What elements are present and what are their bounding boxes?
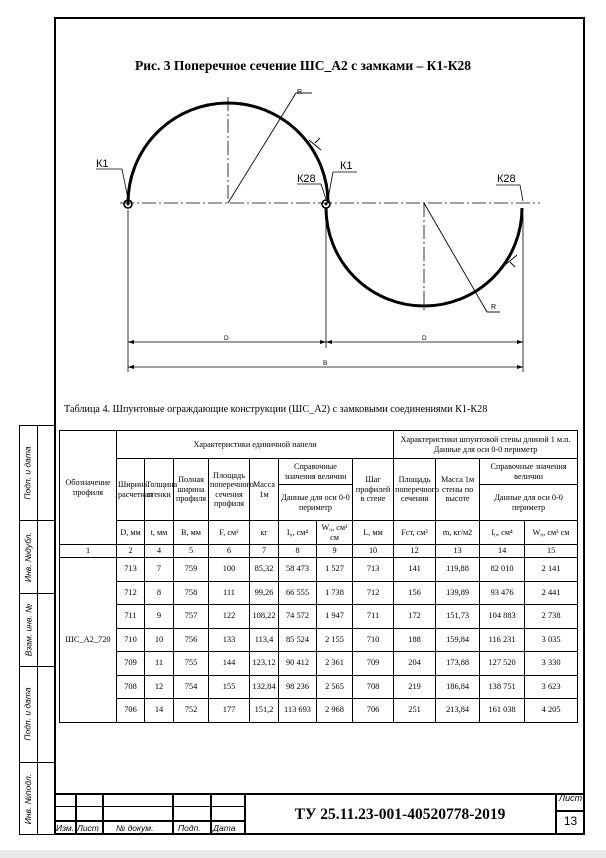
col-doc-num: № докум. [116,823,154,833]
col-number: 12 [394,545,436,558]
cell: 151,73 [436,605,480,629]
cell: 710 [353,628,394,652]
unit-cell: D, мм [117,521,145,545]
cell: 2 361 [317,652,353,676]
cell: 708 [117,675,145,699]
spec-table [59,430,578,723]
cell: 3 330 [525,652,578,676]
cell: 173,88 [436,652,480,676]
cell: 2 155 [317,628,353,652]
cell: 213,84 [436,699,480,723]
cell: 7 [145,558,174,582]
cell: 754 [174,675,209,699]
cell: 2 141 [525,558,578,582]
cell: 1 738 [317,581,353,605]
cell: 98 236 [279,675,317,699]
cell: 11 [145,652,174,676]
stamp-dup-inv: Инв. №дубл. [23,531,34,582]
col-number: 15 [525,545,578,558]
header-full-width: Полная ширина профиля [174,459,209,521]
cell: 186,84 [436,675,480,699]
cell: 2 738 [525,605,578,629]
cell: 82 010 [480,558,525,582]
dim-b-label: B [323,360,328,367]
cell: 14 [145,699,174,723]
unit-cell: F, см² [209,521,250,545]
title-block-sheet-line [555,810,585,812]
header-mass-1m: Масса 1м [250,459,279,521]
col-number: 5 [174,545,209,558]
cell: 139,89 [436,581,480,605]
title-block-top-border [54,793,585,795]
cell: 66 555 [279,581,317,605]
cell: 85,32 [250,558,279,582]
unit-cell: Fст, см² [394,521,436,545]
col-date: Дата [213,823,236,833]
unit-cell: B, мм [174,521,209,545]
header-axis-data: Данные для оси 0-0 периметр [279,485,353,521]
cell: 138 751 [480,675,525,699]
cell: 93 476 [480,581,525,605]
lock-joint-mid-core [325,203,328,206]
dim-d-left-label: D [224,335,229,342]
cell: 756 [174,628,209,652]
cell: 113,4 [250,628,279,652]
header-wall-reference: Справочные значения величин [480,459,578,485]
title-block-col-line [172,793,174,835]
cell: 713 [117,558,145,582]
header-wall-axis-data: Данные для оси 0-0 периметр [480,485,578,521]
cell: 74 572 [279,605,317,629]
unit-cell: кг [250,521,279,545]
col-number: 13 [436,545,480,558]
table-row [60,558,578,582]
header-width-calc: Ширина расчетная [117,459,145,521]
column-number-row [60,545,578,558]
k1-left-label: К1 [96,158,109,170]
cell: 156 [394,581,436,605]
unit-cell: W₀, см³ см [317,521,353,545]
cell: 711 [353,605,394,629]
lock-k1-left-core [127,203,130,206]
cell: 711 [117,605,145,629]
header-thickness: Толщина стенки [145,459,174,521]
col-number: 9 [317,545,353,558]
k1-mid-label: К1 [340,160,353,172]
cell: 8 [145,581,174,605]
thickness-tick-top [315,138,320,143]
radius-label-top: R [297,89,303,96]
cell: 10 [145,628,174,652]
cell: 757 [174,605,209,629]
header-group-wall: Характеристики шпунтовой стены длиной 1 м.п. Данные для оси 0-0 периметр [394,431,578,459]
cell: 113 693 [279,699,317,723]
cross-section-drawing [56,70,556,380]
cell: 12 [145,675,174,699]
col-list: Лист [77,823,99,833]
profile-name-cell: ШС_А2_720 [60,558,117,723]
cell: 188 [394,628,436,652]
cell: 3 623 [525,675,578,699]
col-number: 2 [117,545,145,558]
cell: 104 883 [480,605,525,629]
col-number: 14 [480,545,525,558]
cell: 759 [174,558,209,582]
k28-right-label: К28 [497,173,516,185]
cell: 161 038 [480,699,525,723]
stamp-sign-date-2: Подп. и дата [23,687,33,741]
cell: 151,2 [250,699,279,723]
figure-title: Рис. 3 Поперечное сечение ШС_А2 с замками – К1-К28 [135,58,471,73]
table-title: Таблица 4. Шпунтовые ограждающие конструкции (ШС_А2) с замковыми соединениями К1-К28 [64,404,488,415]
table-row [60,652,578,676]
cell: 2 441 [525,581,578,605]
cell: 108,22 [250,605,279,629]
stamp-sign-date-1: Подп. и дата [23,445,33,500]
cell: 1 947 [317,605,353,629]
cell: 709 [353,652,394,676]
cell: 706 [117,699,145,723]
thickness-tick-bottom [510,262,515,267]
unit-cell: L, мм [353,521,394,545]
header-area: Площадь поперечного сечения профиля [209,459,250,521]
cell: 159,84 [436,628,480,652]
col-izm: Изм. [56,823,75,833]
cell: 99,26 [250,581,279,605]
title-block-col-line [102,793,104,835]
cell: 100 [209,558,250,582]
document-code: ТУ 25.11.23-001-40520778-2019 [294,806,506,823]
sheet-number: 13 [563,814,578,828]
cell: 1 527 [317,558,353,582]
header-group-unit-panel: Характеристики единичной панели [117,431,394,459]
col-number: 4 [145,545,174,558]
cell: 119,88 [436,558,480,582]
unit-cell: t, мм [145,521,174,545]
cell: 155 [209,675,250,699]
col-number: 8 [279,545,317,558]
cell: 710 [117,628,145,652]
header-wall-area: Площадь поперечного сечения [394,459,436,521]
cell: 123,12 [250,652,279,676]
k1-left-leader [122,169,128,199]
cell: 758 [174,581,209,605]
col-number: 6 [209,545,250,558]
cell: 133 [209,628,250,652]
cell: 706 [353,699,394,723]
cell: 172 [394,605,436,629]
col-number: 10 [353,545,394,558]
cell: 708 [353,675,394,699]
unit-cell: W₀, см³ см [525,521,578,545]
header-pitch: Шаг профилей в стене [353,459,394,521]
cell: 709 [117,652,145,676]
k28-mid-label: К28 [297,173,316,185]
cell: 9 [145,605,174,629]
dim-d-right-label: D [422,335,427,342]
header-wall-mass: Масса 1м стены по высоте [436,459,480,521]
cell: 755 [174,652,209,676]
radius-leader-bottom [424,203,487,312]
cell: 752 [174,699,209,723]
table-row [60,628,578,652]
col-number: 1 [60,545,117,558]
cell: 141 [394,558,436,582]
cell: 251 [394,699,436,723]
cell: 177 [209,699,250,723]
title-block-row-line [54,806,245,807]
cell: 90 412 [279,652,317,676]
cell: 85 524 [279,628,317,652]
cell: 4 205 [525,699,578,723]
sheet-label: Лист [558,793,583,803]
cell: 127 520 [480,652,525,676]
units-row [60,521,578,545]
table-row [60,605,578,629]
cell: 122 [209,605,250,629]
stamp-replace-inv: Взам. инв. № [23,603,34,656]
cell: 132,84 [250,675,279,699]
viewer-bottom-bar [0,850,606,858]
cell: 111 [209,581,250,605]
cell: 116 231 [480,628,525,652]
unit-cell: m, кг/м2 [436,521,480,545]
cell: 58 473 [279,558,317,582]
cell: 713 [353,558,394,582]
col-sign: Подп. [178,823,201,833]
cell: 204 [394,652,436,676]
cell: 712 [117,581,145,605]
k1-mid-leader [328,172,333,199]
header-designation: Обозначение профиля [60,431,117,545]
cell: 2 565 [317,675,353,699]
table-row [60,581,578,605]
table-row [60,675,578,699]
header-reference-values: Справочные значения величин [279,459,353,485]
stamp-orig-inv: Инв. №подл. [23,773,34,824]
cell: 3 035 [525,628,578,652]
cell: 712 [353,581,394,605]
cell: 219 [394,675,436,699]
table-row [60,699,578,723]
cell: 144 [209,652,250,676]
cell: 2 968 [317,699,353,723]
title-block-row-line [54,820,245,822]
k28-right-leader [520,185,523,201]
unit-cell: I₀, см⁴ [480,521,525,545]
side-stamp-divider [37,425,38,835]
col-number: 7 [250,545,279,558]
title-block-col-line [210,793,212,835]
unit-cell: I₀, см⁴ [279,521,317,545]
radius-label-bottom: R [491,304,497,311]
